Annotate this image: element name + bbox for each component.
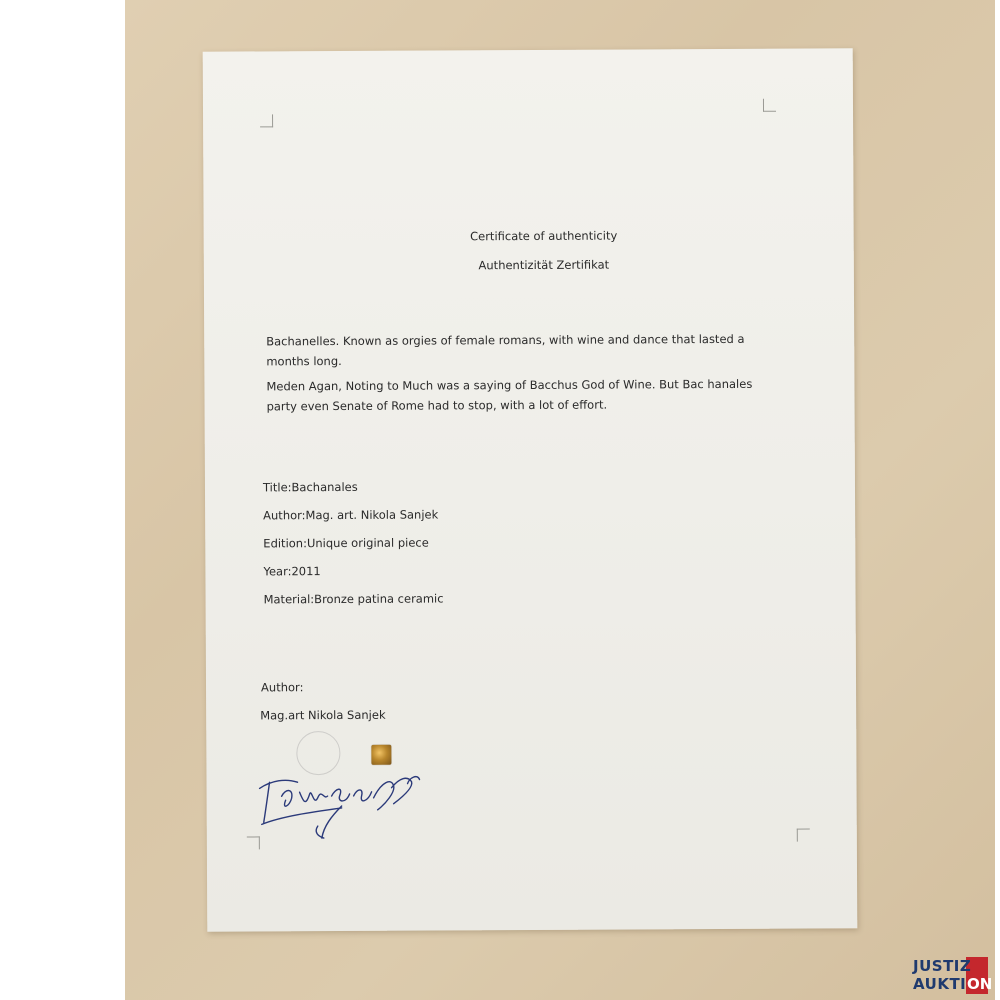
certificate-sheet [203, 48, 858, 931]
field-material: Material:Bronze patina ceramic [263, 591, 444, 607]
logo-line-2-suffix: ON [967, 975, 993, 993]
field-title: Title:Bachanales [262, 479, 358, 495]
certificate-heading-de: Authentizität Zertifikat [478, 257, 610, 273]
hologram-sticker [371, 745, 391, 765]
description-paragraph-1: Bachanelles. Known as orgies of female romans, with wine and dance that lasted a months long. [266, 331, 745, 369]
handwritten-signature [251, 766, 426, 852]
field-year: Year:2011 [263, 564, 321, 579]
description-paragraph-2: Meden Agan, Noting to Much was a saying of Bacchus God of Wine. But Bac hanales party even Senate of Rome had to stop, with a lot of effort. [266, 376, 753, 414]
left-white-margin [0, 0, 125, 1000]
logo-line-2-prefix: AUKTI [913, 975, 967, 993]
justiz-auktion-logo [910, 957, 993, 997]
crop-mark-top-left [260, 114, 273, 127]
signature-author-label: Author: [260, 680, 304, 695]
signature-author-name: Mag.art Nikola Sanjek [260, 707, 386, 723]
certificate-heading-en: Certificate of authenticity [470, 228, 618, 244]
crop-mark-bottom-right [797, 829, 810, 842]
field-edition: Edition:Unique original piece [263, 535, 429, 551]
field-author: Author:Mag. art. Nikola Sanjek [263, 507, 439, 523]
crop-mark-top-right [763, 99, 776, 112]
logo-line-1: JUSTIZ [913, 957, 972, 975]
